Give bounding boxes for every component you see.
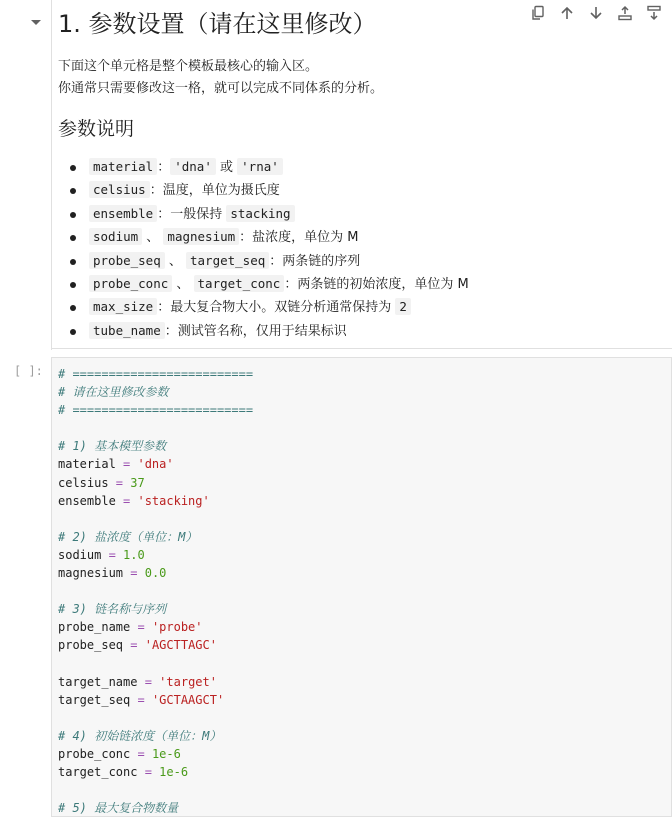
bullet-icon (70, 212, 76, 218)
execution-prompt: [ ]: (14, 364, 43, 378)
code-number: 1e-6 (151, 746, 181, 761)
list-text: ：一般保持 (157, 206, 227, 222)
markdown-content (58, 6, 666, 343)
parameter-list (58, 156, 666, 343)
code-operator: = (130, 692, 152, 707)
code-operator: = (108, 475, 131, 490)
cell-left-border (51, 0, 52, 350)
code-line (58, 582, 253, 600)
list-item (58, 203, 666, 226)
bullet-icon (70, 305, 76, 311)
code-line (58, 546, 253, 564)
code-line (58, 691, 253, 709)
code-operator: = (130, 620, 152, 635)
list-text: 或 (215, 160, 238, 175)
code-line (58, 564, 253, 582)
code-string: 'dna' (137, 457, 174, 472)
code-line (58, 618, 253, 636)
code-string: 'AGCTTAGC' (144, 638, 217, 653)
code-number: 1.0 (123, 547, 145, 562)
intro-paragraph (58, 56, 666, 100)
code-variable: magnesium (58, 566, 124, 581)
list-text: ：两条链的初始浓度，单位为 M (284, 277, 469, 293)
list-text: ： (157, 160, 171, 175)
list-item (58, 179, 666, 202)
cell-divider (51, 348, 672, 349)
code-variable: ensemble (58, 493, 116, 508)
bullet-icon (70, 235, 76, 241)
code-line (58, 673, 253, 691)
inline-code: material (89, 158, 157, 175)
code-comment: # 3) 链名称与序列 (58, 602, 167, 617)
code-comment: # ========================= (58, 367, 254, 381)
code-line (58, 727, 253, 745)
bullet-icon (70, 259, 76, 265)
code-variable: material (58, 457, 116, 472)
code-string: 'probe' (151, 620, 203, 635)
code-operator: = (123, 566, 145, 581)
list-item (58, 156, 666, 179)
inline-code: probe_seq (89, 252, 165, 269)
collapse-chevron-icon[interactable] (28, 16, 44, 30)
inline-code: ensemble (89, 205, 157, 222)
code-line (58, 655, 253, 673)
inline-code: 2 (395, 298, 411, 315)
code-comment: # 4) 初始链浓度（单位：M） (58, 728, 222, 743)
code-operator: = (137, 674, 160, 689)
code-comment: # 5) 最大复合物数量 (58, 801, 179, 816)
code-variable: probe_seq (58, 638, 124, 653)
code-variable: probe_name (58, 620, 131, 635)
list-text: ：最大复合物大小。双链分析通常保持为 (157, 300, 396, 316)
list-text: 、 (142, 230, 164, 246)
intro-line-1: 下面这个单元格是整个模板最核心的输入区。 (58, 59, 319, 74)
code-comment: # 2) 盐浓度（单位：M） (58, 529, 198, 544)
code-operator: = (137, 765, 160, 780)
markdown-cell[interactable] (0, 0, 672, 350)
list-text: 、 (164, 253, 186, 269)
bullet-icon (70, 188, 76, 194)
inline-code: target_conc (194, 275, 285, 292)
inline-code: probe_conc (89, 275, 172, 292)
code-operator: = (130, 746, 152, 761)
list-text: 、 (172, 277, 194, 293)
code-line (58, 781, 253, 799)
code-cell-editor[interactable] (51, 357, 672, 817)
section-subtitle: 参数说明 (58, 118, 135, 140)
code-operator: = (123, 638, 145, 653)
list-text: ：测试管名称，仅用于结果标识 (164, 323, 347, 339)
code-editor-text[interactable] (58, 365, 253, 817)
code-line (58, 492, 253, 510)
code-variable: target_conc (58, 765, 138, 780)
code-string: 'target' (159, 674, 217, 689)
code-line (58, 437, 253, 455)
code-variable: sodium (58, 547, 102, 562)
inline-code: sodium (89, 228, 142, 245)
inline-code: magnesium (163, 228, 239, 245)
section-title: 1. 参数设置（请在这里修改） (58, 10, 377, 38)
list-text: ：温度，单位为摄氏度 (149, 183, 280, 199)
list-text: ：盐浓度，单位为 M (239, 230, 359, 246)
code-line (58, 709, 253, 727)
inline-code: target_seq (186, 252, 269, 269)
inline-code: tube_name (89, 322, 165, 339)
code-line (58, 474, 253, 492)
bullet-icon (70, 329, 76, 335)
code-line (58, 455, 253, 473)
code-line (58, 510, 253, 528)
code-operator: = (115, 493, 138, 508)
code-variable: celsius (58, 475, 109, 490)
inline-code: celsius (89, 181, 150, 198)
inline-code: 'dna' (170, 158, 216, 175)
code-comment: # 请在这里修改参数 (58, 385, 169, 400)
code-comment: # 1) 基本模型参数 (58, 439, 167, 454)
list-item (58, 296, 666, 319)
list-item (58, 226, 666, 249)
inline-code: 'rna' (237, 158, 283, 175)
code-comment: # ========================= (58, 403, 254, 418)
list-item (58, 250, 666, 273)
bullet-icon (70, 165, 76, 171)
code-variable: target_name (58, 674, 138, 689)
code-variable: target_seq (58, 692, 131, 707)
code-variable: probe_conc (58, 746, 131, 761)
code-string: 'GCTAAGCT' (151, 692, 225, 707)
code-line (58, 763, 253, 781)
code-operator: = (115, 457, 138, 472)
code-operator: = (101, 547, 124, 562)
code-number: 37 (130, 475, 145, 490)
intro-line-2: 你通常只需要修改这一格，就可以完成不同体系的分析。 (58, 81, 384, 96)
code-line (58, 636, 253, 654)
inline-code: max_size (89, 298, 157, 315)
code-line (58, 383, 253, 401)
inline-code: stacking (226, 205, 294, 222)
code-line (58, 401, 253, 419)
code-number: 0.0 (144, 566, 167, 581)
code-line (58, 799, 253, 817)
bullet-icon (70, 282, 76, 288)
code-line (58, 528, 253, 546)
code-line (58, 365, 253, 383)
list-item (58, 273, 666, 296)
code-line (58, 600, 253, 618)
code-number: 1e-6 (159, 765, 189, 780)
list-text: ：两条链的序列 (269, 253, 361, 269)
list-item (58, 320, 666, 343)
code-line (58, 419, 253, 437)
code-string: 'stacking' (137, 493, 210, 508)
code-line (58, 745, 253, 763)
